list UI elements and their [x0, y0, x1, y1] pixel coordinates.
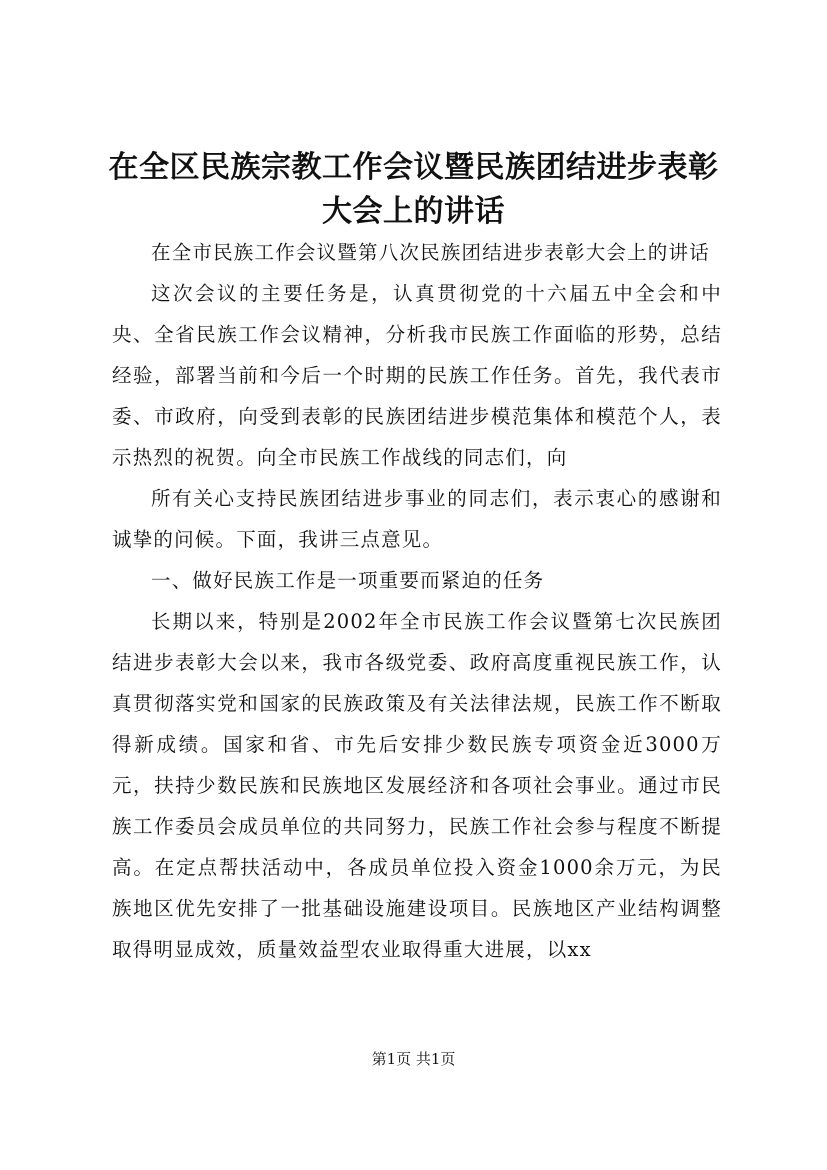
paragraph-thanks: 所有关心支持民族团结进步事业的同志们，表示衷心的感谢和诚挚的问候。下面，我讲三点意见。: [112, 487, 722, 551]
document-body: [112, 232, 722, 970]
section-heading-one: 一、做好民族工作是一项重要而紧迫的任务: [151, 569, 545, 592]
document-title: 在全区民族宗教工作会议暨民族团结进步表彰大会上的讲话: [108, 150, 719, 229]
paragraph-intro: 这次会议的主要任务是，认真贯彻党的十六届五中全会和中央、全省民族工作会议精神，分析我市民族工作面临的形势，总结经验，部署当前和今后一个时期的民族工作任务。首先，我代表市委、市政府，向受到表彰的民族团结进步模范集体和模范个人，表示热烈的祝贺。向全市民族工作战线的同志们，向: [112, 282, 722, 469]
paragraph-subtitle: 在全市民族工作会议暨第八次民族团结进步表彰大会上的讲话: [151, 241, 710, 264]
paragraph-achievements: 长期以来，特别是2002年全市民族工作会议暨第七次民族团结进步表彰大会以来，我市各级党委、政府高度重视民族工作，认真贯彻落实党和国家的民族政策及有关法律法规，民族工作不断取得新成绩。国家和省、市先后安排少数民族专项资金近3000万元，扶持少数民族和民族地区发展经济和各项社会事业。通过市民族工作委员会成员单位的共同努力，民族工作社会参与程度不断提高。在定点帮扶活动中，各成员单位投入资金1000余万元，为民族地区优先安排了一批基础设施建设项目。民族地区产业结构调整取得明显成效，质量效益型农业取得重大进展，以xx: [112, 610, 722, 961]
page-footer: 第1页 共1页: [371, 1050, 456, 1068]
